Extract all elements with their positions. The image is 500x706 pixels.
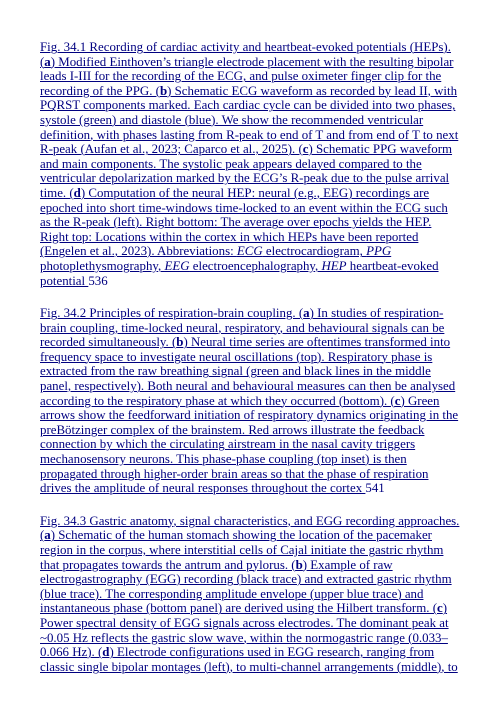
caption-text: electroencephalography,: [189, 258, 322, 273]
panel-letter: c: [394, 393, 401, 408]
caption-text: ) Electrode configurations used in EGG research, ranging from classic single bipolar montages (left), to multi-channel arrangements (middle), to: [40, 645, 458, 674]
caption-text: Fig. 34.3 Gastric anatomy, signal characteristics, and EGG recording approaches. (: [40, 513, 460, 543]
panel-letter: d: [73, 185, 81, 200]
caption-text: electrocardiogram,: [262, 244, 367, 259]
caption-text: ) Neural time series are oftentimes transformed into frequency space to investigate neural oscillations (top). Respiratory phase is extracted from the raw breathing signal (green and black lines in the middle panel, respectively). Both neural and behavioural measures can then be analysed according to the respiratory phase at which they occurred (bottom). (: [40, 335, 456, 408]
panel-letter: c: [302, 142, 309, 157]
abbreviation: PPG: [366, 244, 392, 259]
caption-text: heartbeat-evoked potential: [40, 258, 439, 288]
figure-caption-link[interactable]: [40, 306, 458, 495]
panel-letter: b: [176, 335, 184, 350]
caption-text: Fig. 34.2 Principles of respiration-brain coupling. (: [40, 306, 304, 321]
caption-text: ) In studies of respiration-brain coupling, time-locked neural, respiratory, and behavioural signals can be recorded simultaneously. (: [40, 306, 445, 350]
panel-letter: a: [44, 528, 51, 543]
figure-entry-34-2: [40, 306, 460, 496]
caption-text: ) Schematic ECG waveform as recorded by lead II, with PQRST components marked. Each cardiac cycle can be divided into two phases, systole (green) and diastole (blue). We show the recommended ventricular definition, with phases lasting from R-peak to end of T and from end of T to next R-peak (Aufan et al., 2023; Caparco et al., 2025). (: [40, 83, 459, 157]
caption-text: ) Example of raw electrogastrography (EGG) recording (black trace) and extracted gastric rhythm (blue trace). The corresponding amplitude envelope (upper blue trace) and instantaneous phase (bottom panel) are derived using the Hilbert transform. (: [40, 557, 452, 616]
caption-text: ) Computation of the neural HEP: neural (e.g., EEG) recordings are epoched into short time-windows time-locked to an event within the ECG such as the R-peak (left). Right bottom: The average over epochs yields the HEP. Right top: Locations within the cortex in which HEPs have been reported (Engelen et al., 2023). Abbreviations:: [40, 185, 448, 259]
caption-text: ) Green arrows show the feedforward initiation of respiratory dynamics originating in the preBötzinger complex of the brainstem. Red arrows illustrate the feedback connection by which the circulating airstream in the nasal cavity triggers mechanosensory neurons. This phase-phase coupling (top inset) is then propagated through higher-order brain areas so that the phase of respiration drives the amplitude of neural responses throughout the cortex: [40, 393, 459, 496]
caption-text: Fig. 34.1 Recording of cardiac activity and heartbeat-evoked potentials (HEPs). (: [40, 40, 451, 69]
list-of-figures: [40, 40, 460, 692]
panel-letter: a: [44, 54, 51, 69]
caption-text: ) Schematic PPG waveform and main components. The systolic peak appears delayed compared to the ventricular depolarization marked by the ECG’s R-peak due to the pulse arrival time. (: [40, 142, 453, 200]
panel-letter: b: [295, 557, 303, 572]
page-number: 536: [88, 273, 108, 288]
caption-text: ) Schematic of the human stomach showing the location of the pacemaker region in the corpus, where interstitial cells of Cajal initiate the gastric rhythm that propagates towards the antrum and pylorus. (: [40, 528, 444, 572]
panel-letter: b: [159, 83, 168, 98]
caption-text: ) Modified Einthoven’s triangle electrode placement with the resulting bipolar leads I-III for the recording of the ECG, and pulse oximeter finger clip for the recording of the PPG. (: [40, 54, 454, 98]
panel-letter: a: [303, 306, 310, 321]
abbreviation: ECG: [236, 244, 263, 259]
page-number: 541: [365, 481, 385, 496]
abbreviation: HEP: [321, 258, 347, 273]
abbreviation: EEG: [164, 258, 190, 273]
figure-caption-link[interactable]: [40, 514, 459, 674]
caption-text: photoplethysmography,: [40, 258, 165, 273]
panel-letter: d: [102, 645, 110, 660]
figure-entry-34-1: [40, 40, 460, 288]
panel-letter: c: [437, 601, 443, 616]
figure-caption-link[interactable]: [40, 40, 458, 288]
figure-entry-34-3: [40, 514, 460, 675]
caption-text: ) Power spectral density of EGG signals across electrodes. The dominant peak at ~0.05 Hz reflects the gastric slow wave, within the normogastric range (0.033–0.066 Hz). (: [40, 601, 449, 660]
